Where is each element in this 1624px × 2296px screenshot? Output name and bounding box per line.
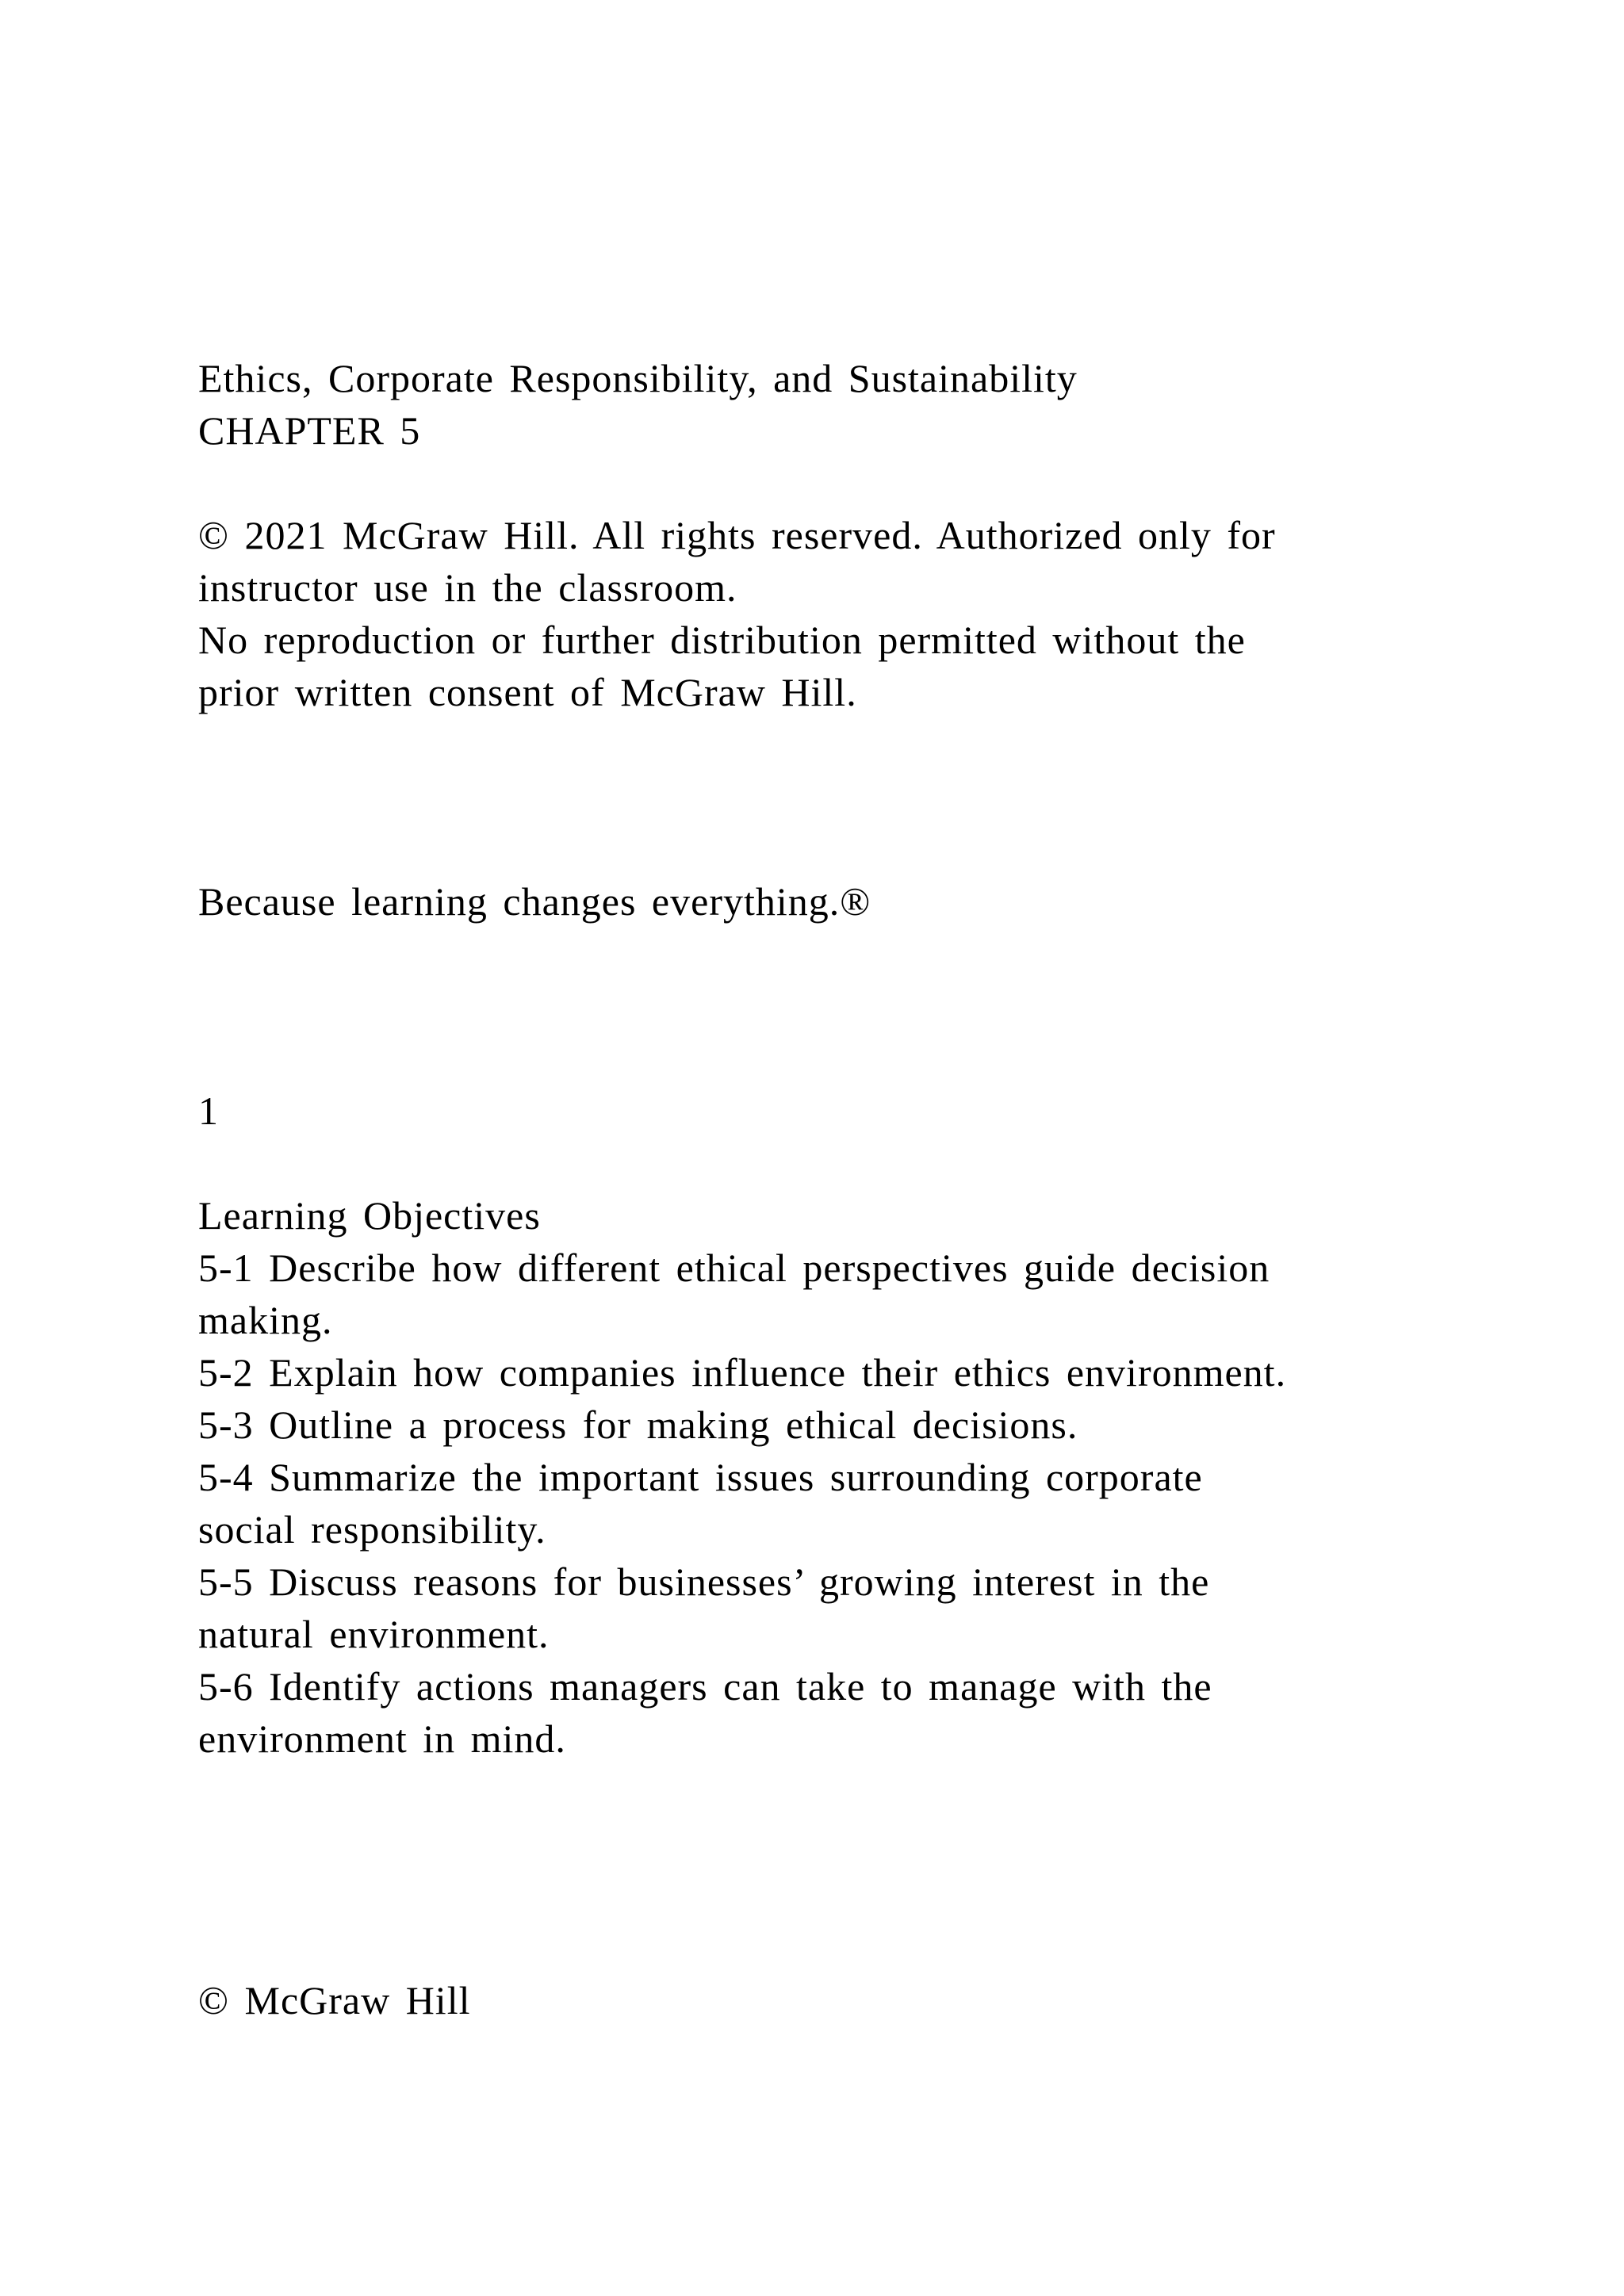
footer-copyright: © McGraw Hill [198,1978,471,2022]
objective-line: 5-3 Outline a process for making ethical decisions. [198,1402,1078,1447]
objective-line: 5-5 Discuss reasons for businesses’ growing interest in the [198,1559,1210,1604]
objective-line: environment in mind. [198,1716,566,1761]
objective-line: social responsibility. [198,1507,546,1552]
objective-line: 5-6 Identify actions managers can take to manage with the [198,1664,1212,1709]
copyright-line: © 2021 McGraw Hill. All rights reserved. Authorized only for [198,513,1276,557]
copyright-line: instructor use in the classroom. [198,565,737,610]
objective-line: 5-1 Describe how different ethical perspectives guide decision [198,1246,1270,1290]
copyright-line: No reproduction or further distribution permitted without the [198,618,1246,662]
objective-line: 5-2 Explain how companies influence their ethics environment. [198,1350,1287,1395]
copyright-line: prior written consent of McGraw Hill. [198,670,857,714]
document-title: Ethics, Corporate Responsibility, and Sustainability [198,356,1078,400]
learning-objectives-heading: Learning Objectives [198,1193,541,1238]
objective-line: 5-4 Summarize the important issues surrounding corporate [198,1455,1203,1499]
tagline: Because learning changes everything.® [198,879,871,924]
objective-line: natural environment. [198,1612,550,1656]
chapter-label: CHAPTER 5 [198,408,421,453]
objective-line: making. [198,1298,333,1342]
page-number: 1 [198,1089,219,1133]
